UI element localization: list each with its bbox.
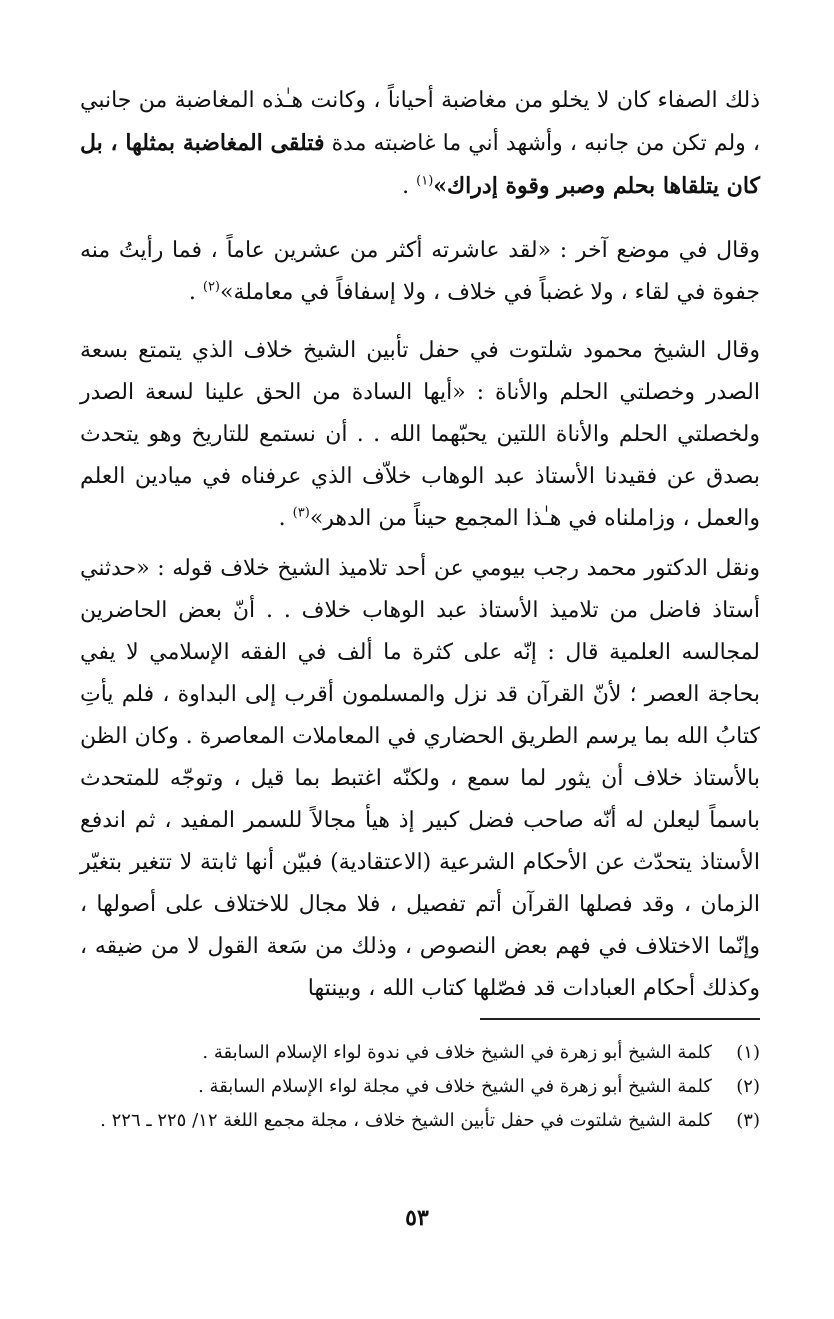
paragraph-4-text: ونقل الدكتور محمد رجب بيومي عن أحد تلاميذ الشيخ خلاف قوله : «حدثني أستاذ فاضل من تلاميذ الأستاذ عبد الوهاب خلاف . . أنّ بعض الحاضرين لمجالسه العلمية قال : إنّه على كثرة ما ألف في الفقه الإسلامي لا يفي بحاجة العصر ؛ لأنّ القرآن قد نزل والمسلمون أقرب إلى البداوة ، فلم يأتِ كتابُ الله بما يرسم الطريق الحضاري في المعاملات المعاصرة . وكان الظن بالأستاذ خلاف أن يثور لما سمع ، ولكنّه اغتبط بما قيل ، وتوجّه للمتحدث باسماً ليعلن له أنّه صاحب فضل كبير إذ هيأ مجالاً للسمر المفيد ، ثم اندفع الأستاذ يتحدّث عن الأحكام الشرعية (الاعتقادية) فبيّن أنها ثابتة لا تتغير بتغيّر الزمان ، وقد فصلها القرآن أتم تفصيل ، فلا مجال للاختلاف على أصولها ، وإنّما الاختلاف في فهم بعض النصوص ، وذلك من سَعة القول لا من ضيقه ، وكذلك أحكام العبادات قد فصّلها كتاب الله ، وبينتها [80,556,760,1001]
footnote-ref-3: (٣) [292,505,310,521]
footnote-ref-2: (٢) [202,279,220,295]
footnote-1-number: (١) [736,1042,760,1063]
paragraph-1-bold-text: فتلقى المغاضبة بمثلها ، بل كان يتلقاها بحلم وصبر وقوة إدراك» [80,130,760,199]
footnote-3-text: كلمة الشيخ شلتوت في حفل تأبين الشيخ خلاف ، مجلة مجمع اللغة ١٢/ ٢٢٥ ـ ٢٢٦ . [100,1110,712,1131]
footnote-separator [480,1018,760,1020]
page-number: ٥٣ [405,1205,429,1231]
footnote-ref-1: (١) [416,173,434,189]
footnote-1-text: كلمة الشيخ أبو زهرة في الشيخ خلاف في ندوة لواء الإسلام السابقة . [202,1042,712,1063]
paragraph-2 [80,230,760,314]
footnote-3 [80,1104,760,1138]
paragraph-1 [80,80,760,208]
footnotes [80,1036,760,1138]
footnote-2 [80,1070,760,1104]
paragraph-3-text: وقال الشيخ محمود شلتوت في حفل تأبين الشيخ خلاف الذي يتمتع بسعة الصدر وخصلتي الحلم والأناة : «أيها السادة من الحق علينا لسعة الصدر ولخصلتي الحلم والأناة اللتين يحبّهما الله . . أن نستمع للتاريخ وهو يتحدث بصدق عن فقيدنا الأستاذ عبد الوهاب خلاّف الذي عرفناه في ميادين العلم والعمل ، وزاملناه في هـٰذا المجمع حيناً من الدهر» [80,338,760,531]
paragraph-1-text: ذلك الصفاء كان لا يخلو من مغاضبة أحياناً ، وكانت هـٰذه المغاضبة من جانبي ، ولم تكن من جانبه ، وأشهد أني ما غاضبته مدة [80,88,760,156]
paragraph-3 [80,330,760,540]
paragraph-2-text: وقال في موضع آخر : «لقد عاشرته أكثر من عشرين عاماً ، فما رأيتُ منه جفوة في لقاء ، ولا غضباً في خلاف ، ولا إسفافاً في معاملة» [80,238,760,305]
footnote-3-number: (٣) [736,1110,760,1131]
paragraph-3-end: . [278,506,293,531]
paragraph-2-end: . [188,280,203,305]
footnote-2-number: (٢) [736,1076,760,1097]
footnote-1 [80,1036,760,1070]
footnote-2-text: كلمة الشيخ أبو زهرة في الشيخ خلاف في مجلة لواء الإسلام السابقة . [198,1076,712,1097]
paragraph-4 [80,548,760,1010]
paragraph-1-end: . [402,174,417,199]
